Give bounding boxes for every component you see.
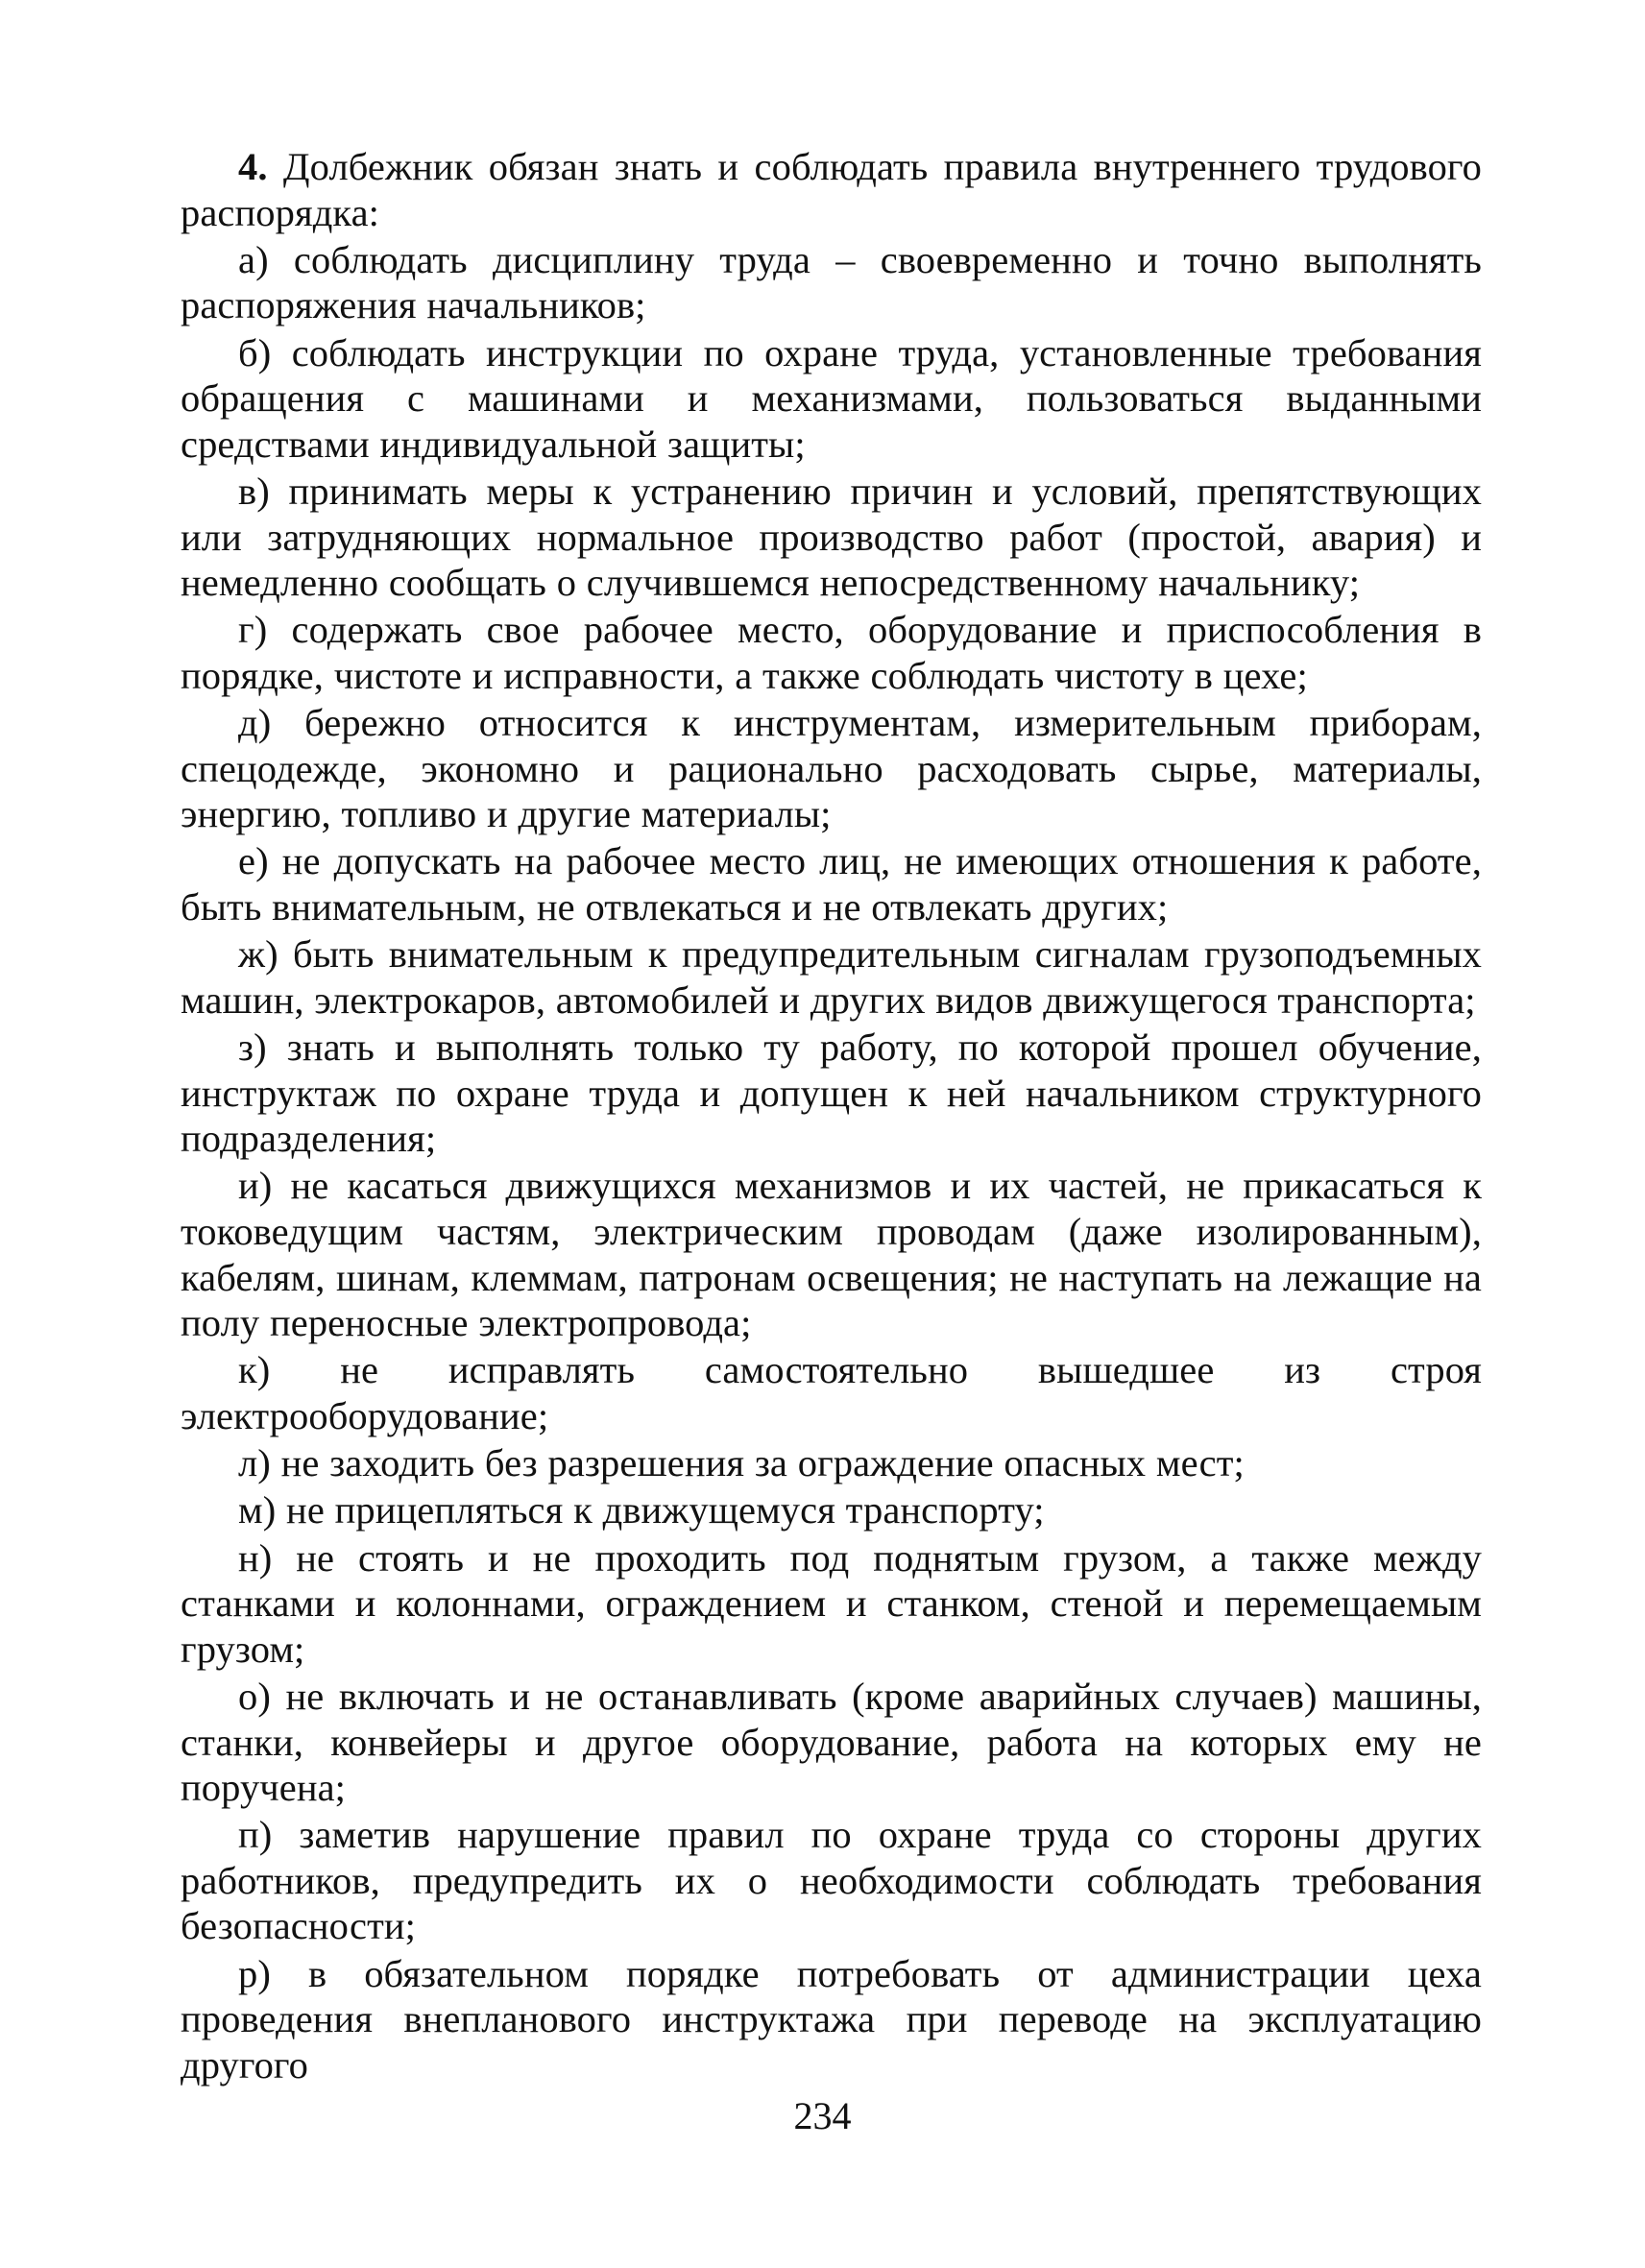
document-page xyxy=(181,144,1482,2089)
page-number: 234 xyxy=(793,2094,852,2137)
list-item-zh: ж) быть внимательным к предупредительным сигналам грузоподъемных машин, электрокаров, автомобилей и других видов движущегося транспорта; xyxy=(181,932,1482,1022)
list-item-m: м) не прицепляться к движущемуся транспорту; xyxy=(238,1488,1045,1532)
intro-text: Долбежник обязан знать и соблюдать правила внутреннего трудового распорядка: xyxy=(181,145,1482,234)
section-number: 4. xyxy=(238,145,268,188)
list-item-e: е) не допускать на рабочее место лиц, не имеющих отношения к работе, быть внимательным, не отвлекаться и не отвлекать других; xyxy=(181,839,1482,929)
list-item-b: б) соблюдать инструкции по охране труда, установленные требования обращения с машинами и механизмами, пользоваться выданными средствами индивидуальной защиты; xyxy=(181,330,1482,466)
list-item-p: п) заметив нарушение правил по охране труда со стороны других работников, предупредить их о необходимости соблюдать требования безопасности; xyxy=(181,1813,1482,1948)
list-item-r: р) в обязательном порядке потребовать от администрации цеха проведения внепланового инструктажа при переводе на эксплуатацию другого xyxy=(181,1951,1482,2087)
list-item-o: о) не включать и не останавливать (кроме аварийных случаев) машины, станки, конвейеры и другое оборудование, работа на которых ему не поручена; xyxy=(181,1674,1482,1810)
list-item-z: з) знать и выполнять только ту работу, по которой прошел обучение, инструктаж по охране труда и допущен к ней начальником структурного подразделения; xyxy=(181,1025,1482,1161)
list-item-l: л) не заходить без разрешения за ограждение опасных мест; xyxy=(238,1441,1245,1485)
list-item-d: д) бережно относится к инструментам, измерительным приборам, спецодежде, экономно и рационально расходовать сырье, материалы, энергию, топливо и другие материалы; xyxy=(181,701,1482,836)
list-item-i: и) не касаться движущихся механизмов и их частей, не прикасаться к токоведущим частям, электрическим проводам (даже изолированным), кабелям, шинам, клеммам, патронам освещения; не наступать на лежащие на полу переносные электропровода; xyxy=(181,1164,1482,1345)
list-item-g: г) содержать свое рабочее место, оборудование и приспособления в порядке, чистоте и исправности, а также соблюдать чистоту в цехе; xyxy=(181,608,1482,697)
list-item-a: а) соблюдать дисциплину труда – своевременно и точно выполнять распоряжения начальников; xyxy=(181,237,1482,327)
list-item-k: к) не исправлять самостоятельно вышедшее из строя электрооборудование; xyxy=(181,1348,1482,1437)
intro-paragraph xyxy=(181,144,1482,235)
list-item-v: в) принимать меры к устранению причин и условий, препятствующих или затрудняющих нормальное производство работ (простой, авария) и немедленно сообщать о случившемся непосредственному начальнику; xyxy=(181,469,1482,605)
list-item-n: н) не стоять и не проходить под поднятым грузом, а также между станками и колоннами, ограждением и станком, стеной и перемещаемым грузом; xyxy=(181,1535,1482,1671)
